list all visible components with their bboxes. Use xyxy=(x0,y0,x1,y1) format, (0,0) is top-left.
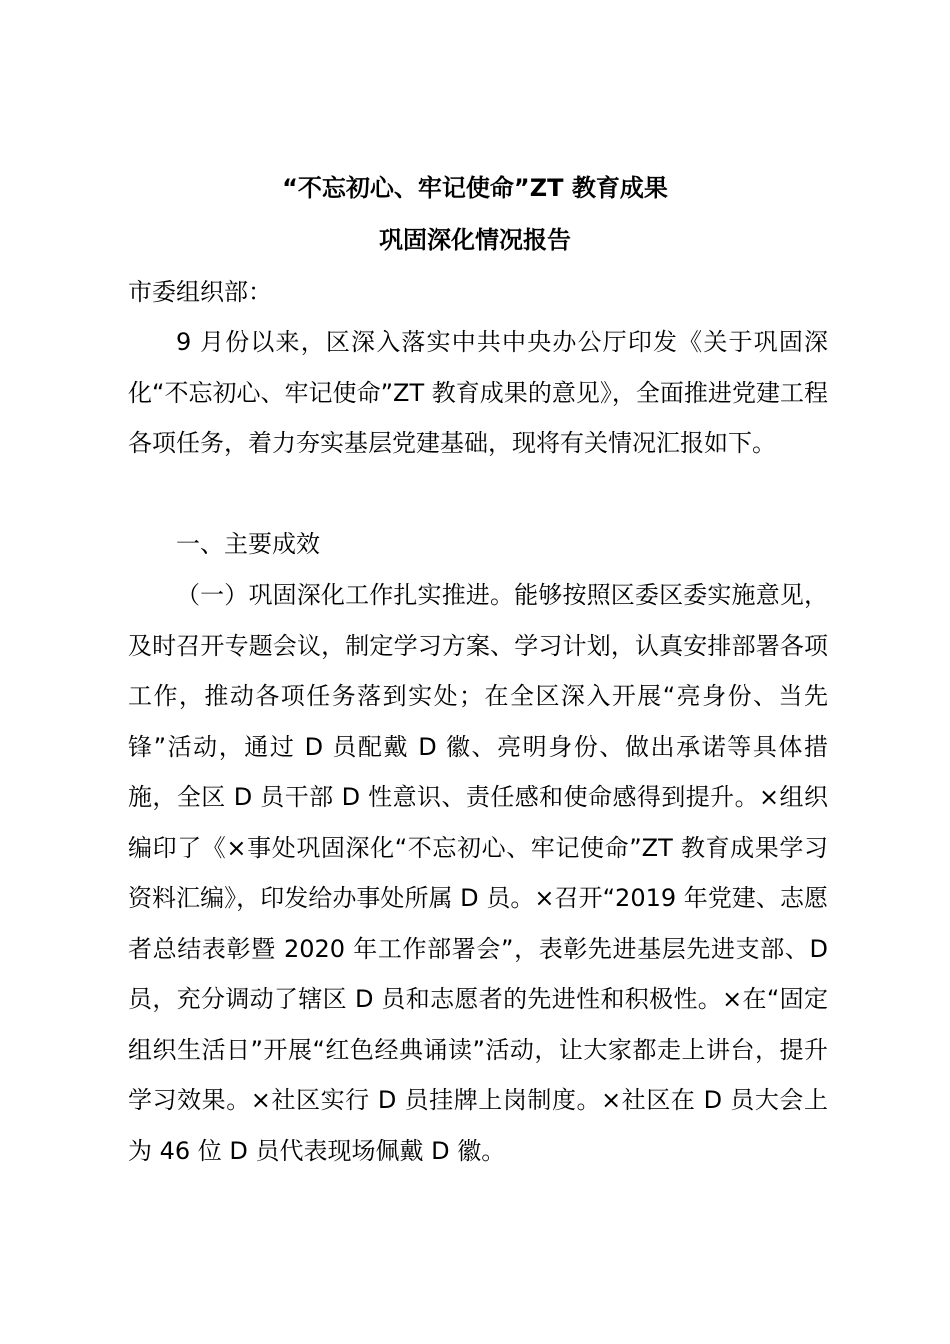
salutation: 市委组织部： xyxy=(128,278,272,306)
document-title-line1: “不忘初心、牢记使命”ZT 教育成果 xyxy=(282,174,668,202)
section-heading: 一、主要成效 xyxy=(176,530,320,558)
paragraph-intro: 9 月份以来，区深入落实中共中央办公厅印发《关于巩固深化“不忘初心、牢记使命”ZT 教育成果的意见》，全面推进党建工程各项任务，着力夯实基层党建基础，现将有关情况汇报如下。 xyxy=(128,328,828,457)
paragraph-achievements: （一）巩固深化工作扎实推进。能够按照区委区委实施意见，及时召开专题会议，制定学习方案、学习计划，认真安排部署各项工作，推动各项任务落到实处；在全区深入开展“亮身份、当先锋”活动，通过 D 员配戴 D 徽、亮明身份、做出承诺等具体措施，全区 D 员干部 D 性意识、责任感和使命感得到提升。×组织编印了《×事处巩固深化“不忘初心、牢记使命”ZT 教育成果学习资料汇编》，印发给办事处所属 D 员。×召开“2019 年党建、志愿者总结表彰暨 2020 年工作部署会”，表彰先进基层先进支部、D 员，充分调动了辖区 D 员和志愿者的先进性和积极性。×在“固定组织生活日”开展“红色经典诵读”活动，让大家都走上讲台，提升学习效果。×社区实行 D 员挂牌上岗制度。×社区在 D 员大会上为 46 位 D 员代表现场佩戴 D 徽。 xyxy=(128,581,828,1165)
document-title-line2: 巩固深化情况报告 xyxy=(379,226,571,254)
